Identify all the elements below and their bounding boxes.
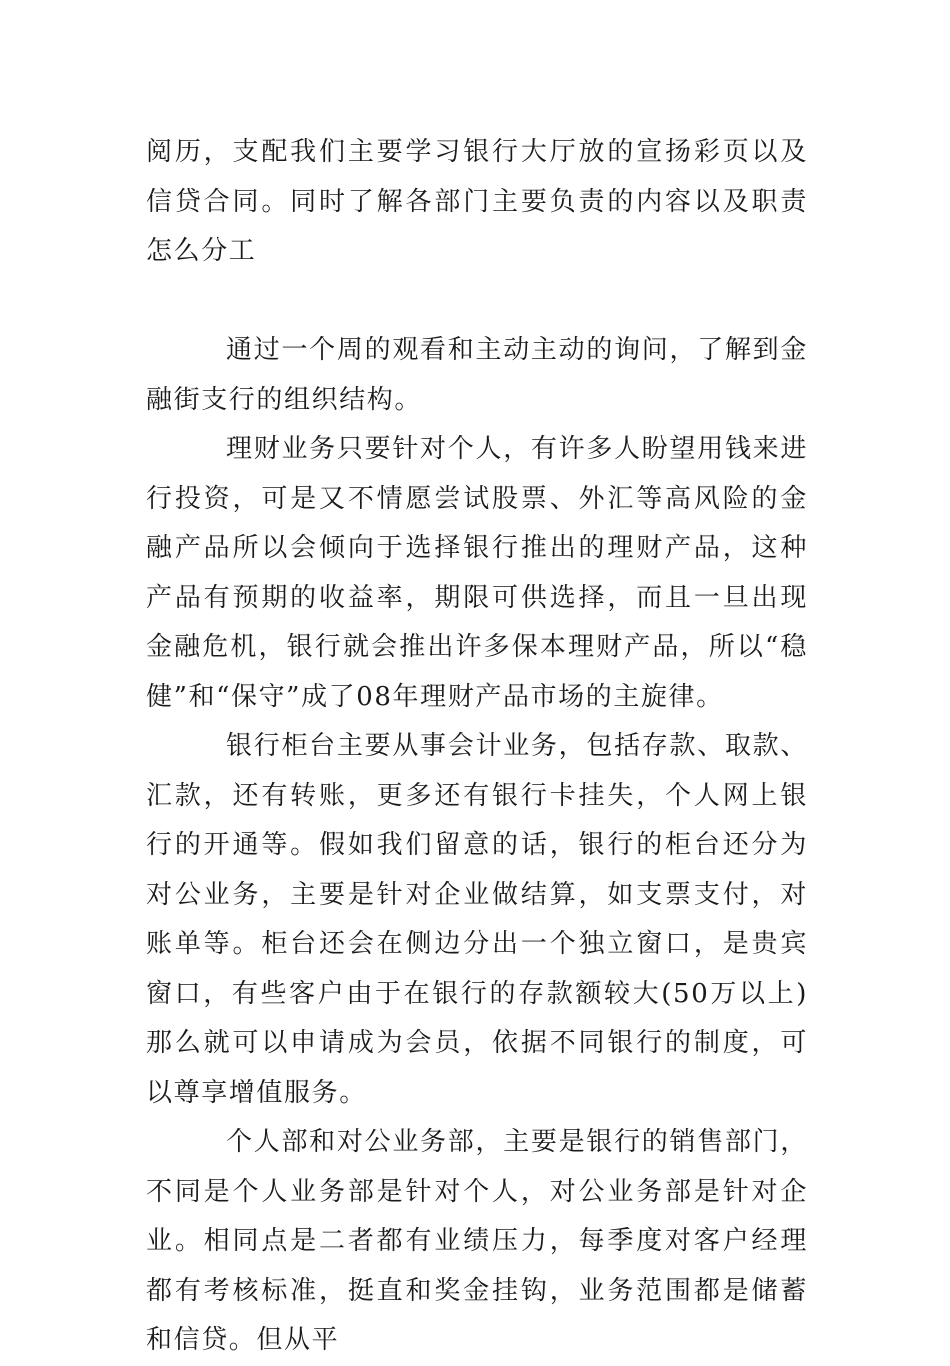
paragraph-1: 阅历，支配我们主要学习银行大厅放的宣扬彩页以及信贷合同。同时了解各部门主要负责的内容以及职责怎么分工 (146, 137, 808, 266)
paragraph-3: 理财业务只要针对个人，有许多人盼望用钱来进行投资，可是又不情愿尝试股票、外汇等高风险的金融产品所以会倾向于选择银行推出的理财产品，这种产品有预期的收益率，期限可供选择，而且一旦出现金融危机，银行就会推出许多保本理财产品，所以“稳健”和“保守”成了08年理财产品市场的主旋律。 (146, 434, 808, 712)
paragraph-4: 银行柜台主要从事会计业务，包括存款、取款、汇款，还有转账，更多还有银行卡挂失，个人网上银行的开通等。假如我们留意的话，银行的柜台还分为对公业务，主要是针对企业做结算，如支票支付，对账单等。柜台还会在侧边分出一个独立窗口，是贵宾窗口，有些客户由于在银行的存款额较大(50万以上)那么就可以申请成为会员，依据不同银行的制度，可以尊享增值服务。 (146, 731, 808, 1108)
document-body (146, 128, 808, 1366)
paragraph-5: 个人部和对公业务部，主要是银行的销售部门，不同是个人业务部是针对个人，对公业务部是针对企业。相同点是二者都有业绩压力，每季度对客户经理都有考核标准，挺直和奖金挂钩，业务范围都是储蓄和信贷。但从平 (146, 1127, 808, 1355)
paragraph-spacer (146, 277, 808, 327)
paragraph-2: 通过一个周的观看和主动主动的询问，了解到金融街支行的组织结构。 (146, 335, 808, 415)
